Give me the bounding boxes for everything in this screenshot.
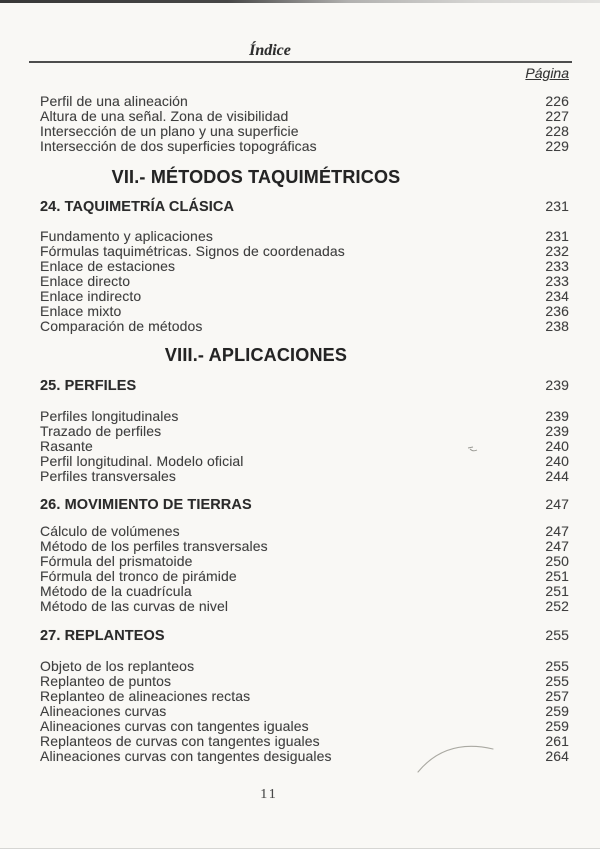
- part-heading-vii: VII.- MÉTODOS TAQUIMÉTRICOS: [111, 167, 401, 187]
- toc-entry-page: 239: [545, 423, 569, 439]
- toc-entry-label: Perfil de una alineación: [40, 93, 188, 109]
- toc-entry-label: Alineaciones curvas con tangentes desiguales: [40, 748, 332, 764]
- toc-entry-label: Intersección de dos superficies topográficas: [40, 138, 317, 154]
- header-rule: [29, 61, 572, 63]
- chapter-title: 24. TAQUIMETRÍA CLÁSICA: [40, 199, 235, 215]
- toc-entry-label: Altura de una señal. Zona de visibilidad: [40, 108, 289, 124]
- toc-entry: [40, 524, 569, 539]
- toc-entry-page: 252: [545, 598, 569, 614]
- toc-entry-label: Rasante: [40, 438, 93, 454]
- toc-entry: [40, 229, 569, 244]
- toc-entry-page: 233: [545, 258, 569, 274]
- toc-entry-page: 259: [545, 718, 569, 734]
- smudge-artifact: [467, 444, 479, 454]
- chapter-title: 26. MOVIMIENTO DE TIERRAS: [40, 497, 252, 513]
- chapter-heading-row: [40, 628, 569, 644]
- toc-entry: [40, 304, 569, 319]
- chapter-page: 255: [545, 627, 569, 643]
- toc-entry-page: 251: [545, 583, 569, 599]
- toc-entry-label: Alineaciones curvas con tangentes iguales: [40, 718, 309, 734]
- toc-entry-page: 229: [545, 138, 569, 154]
- toc-entry: [40, 659, 569, 674]
- pagina-column-header: Página: [525, 65, 569, 81]
- toc-entry-label: Método de las curvas de nivel: [40, 598, 229, 614]
- toc-entry-label: Replanteo de alineaciones rectas: [40, 688, 251, 704]
- chapter-25-heading: [40, 378, 569, 394]
- toc-entry: [40, 469, 569, 484]
- toc-entry: [40, 274, 569, 289]
- toc-entry-label: Cálculo de volúmenes: [40, 523, 180, 539]
- toc-entry: [40, 554, 569, 569]
- toc-entry-label: Intersección de un plano y una superficie: [40, 123, 299, 139]
- toc-entry-page: 232: [545, 243, 569, 259]
- chapter-heading-row: [40, 497, 569, 513]
- toc-entry-label: Enlace indirecto: [40, 288, 142, 304]
- toc-entry-page: 227: [545, 108, 569, 124]
- toc-entry: [40, 439, 569, 454]
- toc-entry-page: 247: [545, 538, 569, 554]
- toc-entry-page: 244: [545, 468, 569, 484]
- toc-entry-page: 251: [545, 568, 569, 584]
- toc-entry: [40, 539, 569, 554]
- chapter-title: 25. PERFILES: [40, 378, 137, 394]
- toc-entry-label: Perfil longitudinal. Modelo oficial: [40, 453, 244, 469]
- toc-entry-label: Enlace directo: [40, 273, 131, 289]
- toc-entry-page: 231: [545, 228, 569, 244]
- toc-entry-label: Replanteo de puntos: [40, 673, 172, 689]
- toc-entry-label: Enlace mixto: [40, 303, 122, 319]
- toc-entry-page: 236: [545, 303, 569, 319]
- toc-entry-page: 255: [545, 658, 569, 674]
- chapter-24-heading: [40, 199, 569, 215]
- toc-entry: [40, 569, 569, 584]
- toc-entry-page: 264: [545, 748, 569, 764]
- toc-entry-label: Fórmula del tronco de pirámide: [40, 568, 237, 584]
- toc-entry-label: Objeto de los replanteos: [40, 658, 195, 674]
- toc-entry-label: Perfiles longitudinales: [40, 408, 179, 424]
- part-heading-viii: VIII.- APLICACIONES: [164, 345, 348, 365]
- toc-entry-page: 234: [545, 288, 569, 304]
- toc-entry: [40, 719, 569, 734]
- toc-entry: [40, 584, 569, 599]
- chapter-heading-row: [40, 199, 569, 215]
- chapter-title: 27. REPLANTEOS: [40, 628, 165, 644]
- toc-section-ch26: [40, 524, 569, 614]
- toc-entry: [40, 124, 569, 139]
- toc-entry: [40, 454, 569, 469]
- toc-entry: [40, 319, 569, 334]
- toc-section-ch24: [40, 229, 569, 334]
- toc-entry-page: 239: [545, 408, 569, 424]
- toc-section-leading: [40, 94, 569, 154]
- toc-entry: [40, 424, 569, 439]
- toc-entry: [40, 689, 569, 704]
- chapter-page: 231: [545, 198, 569, 214]
- chapter-page: 239: [545, 377, 569, 393]
- toc-entry-label: Fundamento y aplicaciones: [40, 228, 213, 244]
- folio-page-number: 11: [260, 787, 278, 802]
- toc-entry-label: Método de los perfiles transversales: [40, 538, 268, 554]
- index-title: Índice: [249, 42, 291, 59]
- toc-entry-page: 233: [545, 273, 569, 289]
- toc-entry-label: Replanteos de curvas con tangentes iguales: [40, 733, 320, 749]
- toc-entry-page: 247: [545, 523, 569, 539]
- toc-entry: [40, 94, 569, 109]
- scan-edge-artifact-top: [0, 0, 600, 3]
- toc-entry-label: Método de la cuadrícula: [40, 583, 192, 599]
- toc-entry-page: 250: [545, 553, 569, 569]
- toc-entry-page: 259: [545, 703, 569, 719]
- toc-entry: [40, 109, 569, 124]
- chapter-26-heading: [40, 497, 569, 513]
- chapter-27-heading: [40, 628, 569, 644]
- toc-entry-label: Alineaciones curvas: [40, 703, 167, 719]
- toc-entry-label: Enlace de estaciones: [40, 258, 176, 274]
- toc-entry: [40, 289, 569, 304]
- toc-entry-page: 240: [545, 453, 569, 469]
- toc-entry-page: 228: [545, 123, 569, 139]
- toc-entry-page: 226: [545, 93, 569, 109]
- pen-mark-artifact: [414, 737, 498, 777]
- toc-entry-page: 238: [545, 318, 569, 334]
- toc-entry: [40, 259, 569, 274]
- toc-entry-page: 257: [545, 688, 569, 704]
- toc-entry: [40, 599, 569, 614]
- toc-entry-page: 255: [545, 673, 569, 689]
- toc-entry-label: Trazado de perfiles: [40, 423, 162, 439]
- chapter-heading-row: [40, 378, 569, 394]
- toc-entry-label: Fórmulas taquimétricas. Signos de coordenadas: [40, 243, 345, 259]
- toc-entry: [40, 409, 569, 424]
- toc-entry-page: 261: [545, 733, 569, 749]
- toc-section-ch25: [40, 409, 569, 484]
- toc-entry-label: Fórmula del prismatoide: [40, 553, 193, 569]
- toc-entry: [40, 704, 569, 719]
- toc-entry: [40, 244, 569, 259]
- toc-entry-label: Comparación de métodos: [40, 318, 203, 334]
- toc-entry-page: 240: [545, 438, 569, 454]
- toc-entry-label: Perfiles transversales: [40, 468, 177, 484]
- chapter-page: 247: [545, 496, 569, 512]
- toc-entry: [40, 139, 569, 154]
- toc-entry: [40, 674, 569, 689]
